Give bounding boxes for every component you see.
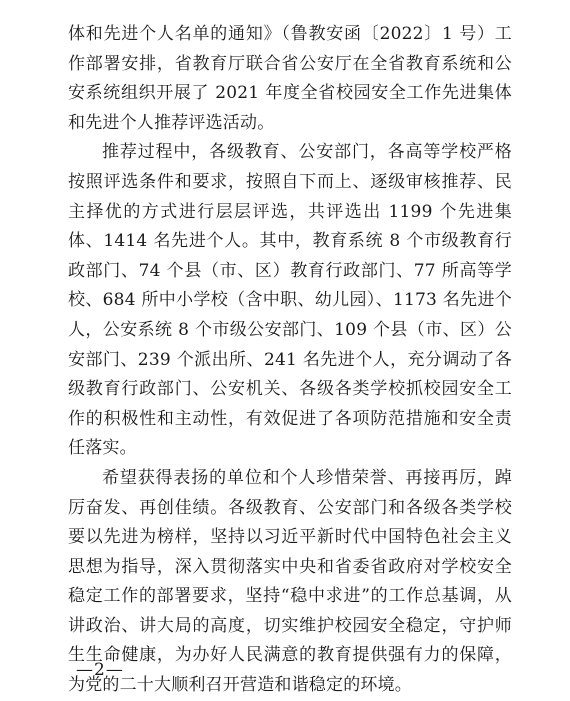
page-number: —2— — [76, 660, 124, 680]
paragraph-2: 推荐过程中，各级教育、公安部门，各高等学校严格按照评选条件和要求，按照自下而上、逐级审核推荐、民主择优的方式进行层层评选，共评选出 1199 个先进集体、1414 名先进个人。其中，教育系统 8 个市级教育行政部门、74 个县（市、区）教育行政部门、77 所高等学校、684 所中小学校（含中职、幼儿园）、1173 名先进个人，公安系统 8 个市级公安部门、109 个县（市、区）公安部门、239 个派出所、241 名先进个人，充分调动了各级教育行政部门、公安机关、各级各类学校抓校园安全工作的积极性和主动性，有效促进了各项防范措施和安全责任落实。 — [68, 142, 512, 459]
paragraph-3: 希望获得表扬的单位和个人珍惜荣誉、再接再厉，踔厉奋发、再创佳绩。各级教育、公安部门和各级各类学校要以先进为榜样，坚持以习近平新时代中国特色社会主义思想为指导，深入贯彻落实中央和省委省政府对学校安全稳定工作的部署要求，坚持“稳中求进”的工作总基调，从讲政治、讲大局的高度，切实维护校园安全稳定，守护师生生命健康，为办好人民满意的教育提供强有力的保障，为党的二十大顺利召开营造和谐稳定的环境。 — [68, 467, 512, 696]
document-body — [68, 20, 512, 701]
paragraph-1: 体和先进个人名单的通知》（鲁教安函〔2022〕1 号）工作部署安排，省教育厅联合省公安厅在全省教育系统和公安系统组织开展了 2021 年度全省校园安全工作先进集体和先进个人推荐评选活动。 — [68, 24, 512, 133]
